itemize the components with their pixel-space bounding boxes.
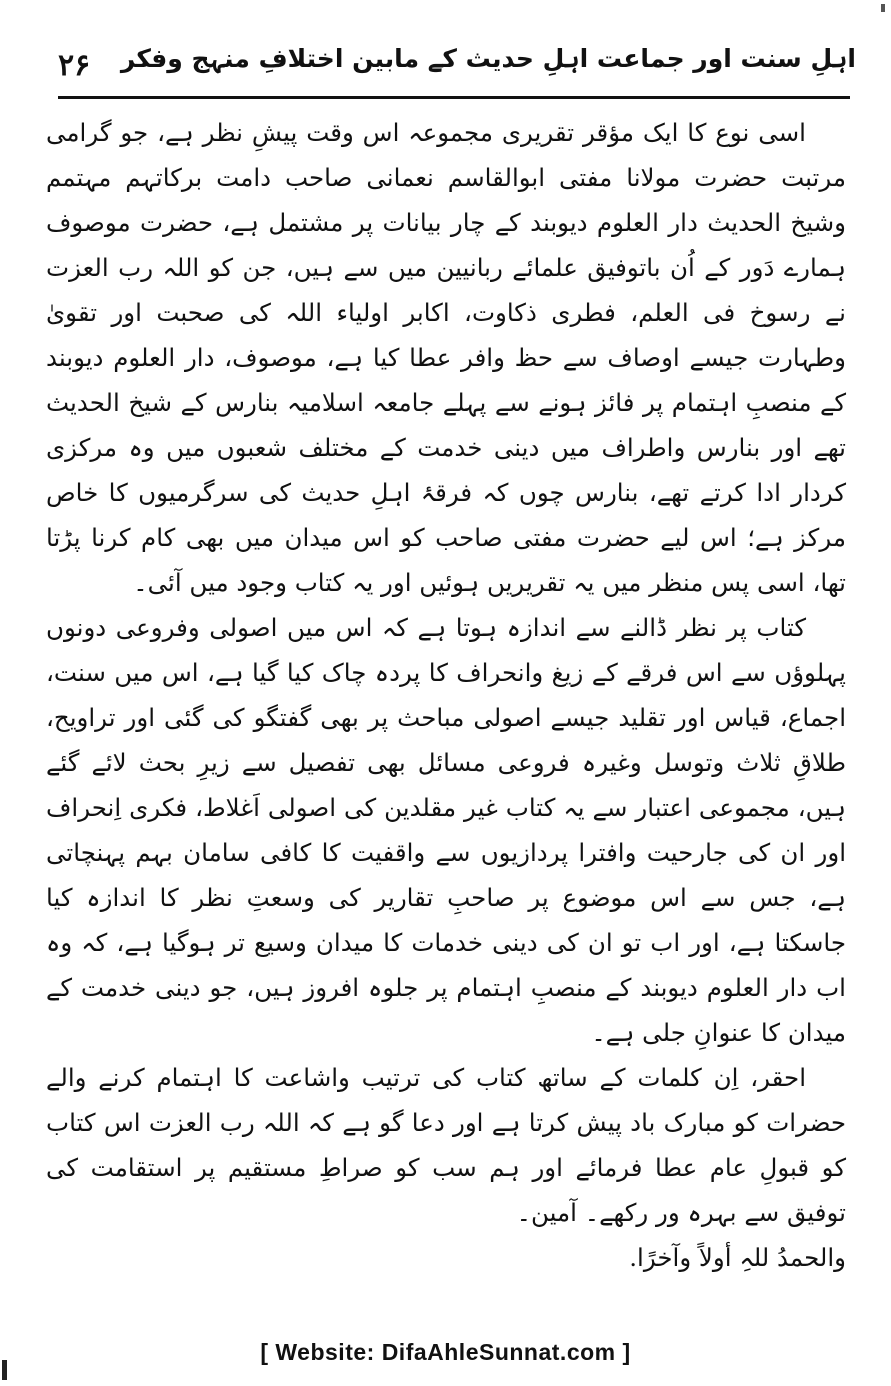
paragraph-book-review: کتاب پر نظر ڈالنے سے اندازہ ہوتا ہے کہ اس میں اصولی وفروعی دونوں پہلوؤں سے اس فرقے کے زیغ وانحراف کا پردہ چاک کیا گیا ہے، اس میں سنت، اجماع، قیاس اور تقلید جیسے اصولی مباحث پر بھی گفتگو کی گئی اور تراویح، طلاقِ ثلاث وتوسل وغیرہ فروعی مسائل بھی تفصیل سے زیرِ بحث لائے گئے ہیں، مجموعی اعتبار سے یہ کتاب غیر مقلدین کی اصولی اَغلاط، فکری اِنحراف اور ان کی جارحیت وافترا پردازیوں سے واقفیت کا کافی سامان بہم پہنچاتی ہے، جس سے اس موضوع پر صاحبِ تقاریر کی وسعتِ نظر کا اندازہ کیا جاسکتا ہے، اور اب تو ان کی دینی خدمات کا میدان وسیع تر ہوگیا ہے، کہ وہ اب دار العلوم دیوبند کے منصبِ اہتمام پر جلوہ افروز ہیں، جو دینی خدمت کے میدان کا عنوانِ جلی ہے۔ [46,613,846,1047]
page-header [40,40,856,96]
scan-speck [881,4,885,12]
paragraph-prayer: احقر، اِن کلمات کے ساتھ کتاب کی ترتیب واشاعت کا اہتمام کرنے والے حضرات کو مبارک باد پیش کرتا ہے اور دعا گو ہے کہ اللہ رب العزت اس کتاب کو قبولِ عام عطا فرمائے اور ہم سب کو صراطِ مستقیم پر استقامت کی توفیق سے بہرہ ور رکھے۔ آمین۔ [46,1063,846,1227]
body-text [46,110,846,1280]
website-footer: [ Website: DifaAhleSunnat.com ] [260,1339,631,1365]
scan-margin-mark [2,1360,7,1380]
header-rule [58,96,850,99]
paragraph-intro: اسی نوع کا ایک مؤقر تقریری مجموعہ اس وقت پیشِ نظر ہے، جو گرامی مرتبت حضرت مولانا مفتی ابوالقاسم نعمانی صاحب دامت برکاتہم مہتمم وشیخ الحدیث دار العلوم دیوبند کے چار بیانات پر مشتمل ہے، حضرت موصوف ہمارے دَور کے اُن باتوفیق علمائے ربانیین میں سے ہیں، جن کو اللہ رب العزت نے رسوخ فی العلم، فطری ذکاوت، اکابر اولیاء اللہ کی صحبت اور تقویٰ وطہارت جیسے اوصاف سے حظ وافر عطا کیا ہے، موصوف، دار العلوم دیوبند کے منصبِ اہتمام پر فائز ہونے سے پہلے جامعہ اسلامیہ بنارس کے شیخ الحدیث تھے اور بنارس واطراف میں دینی خدمت کے مختلف شعبوں میں وہ مرکزی کردار ادا کرتے تھے، بنارس چوں کہ فرقۂ اہلِ حدیث کی سرگرمیوں کا خاص مرکز ہے؛ اس لیے حضرت مفتی صاحب کو اس میدان میں بھی کام کرنا پڑتا تھا، اسی پس منظر میں یہ تقریریں ہوئیں اور یہ کتاب وجود میں آئی۔ [46,118,846,597]
page-number: ۲۶ [58,48,91,83]
closing-line: والحمدُ للہِ أولاً وآخرًا. [629,1243,846,1272]
running-title: اہلِ سنت اور جماعت اہلِ حدیث کے مابین اختلافِ منہج وفکر [120,44,856,73]
